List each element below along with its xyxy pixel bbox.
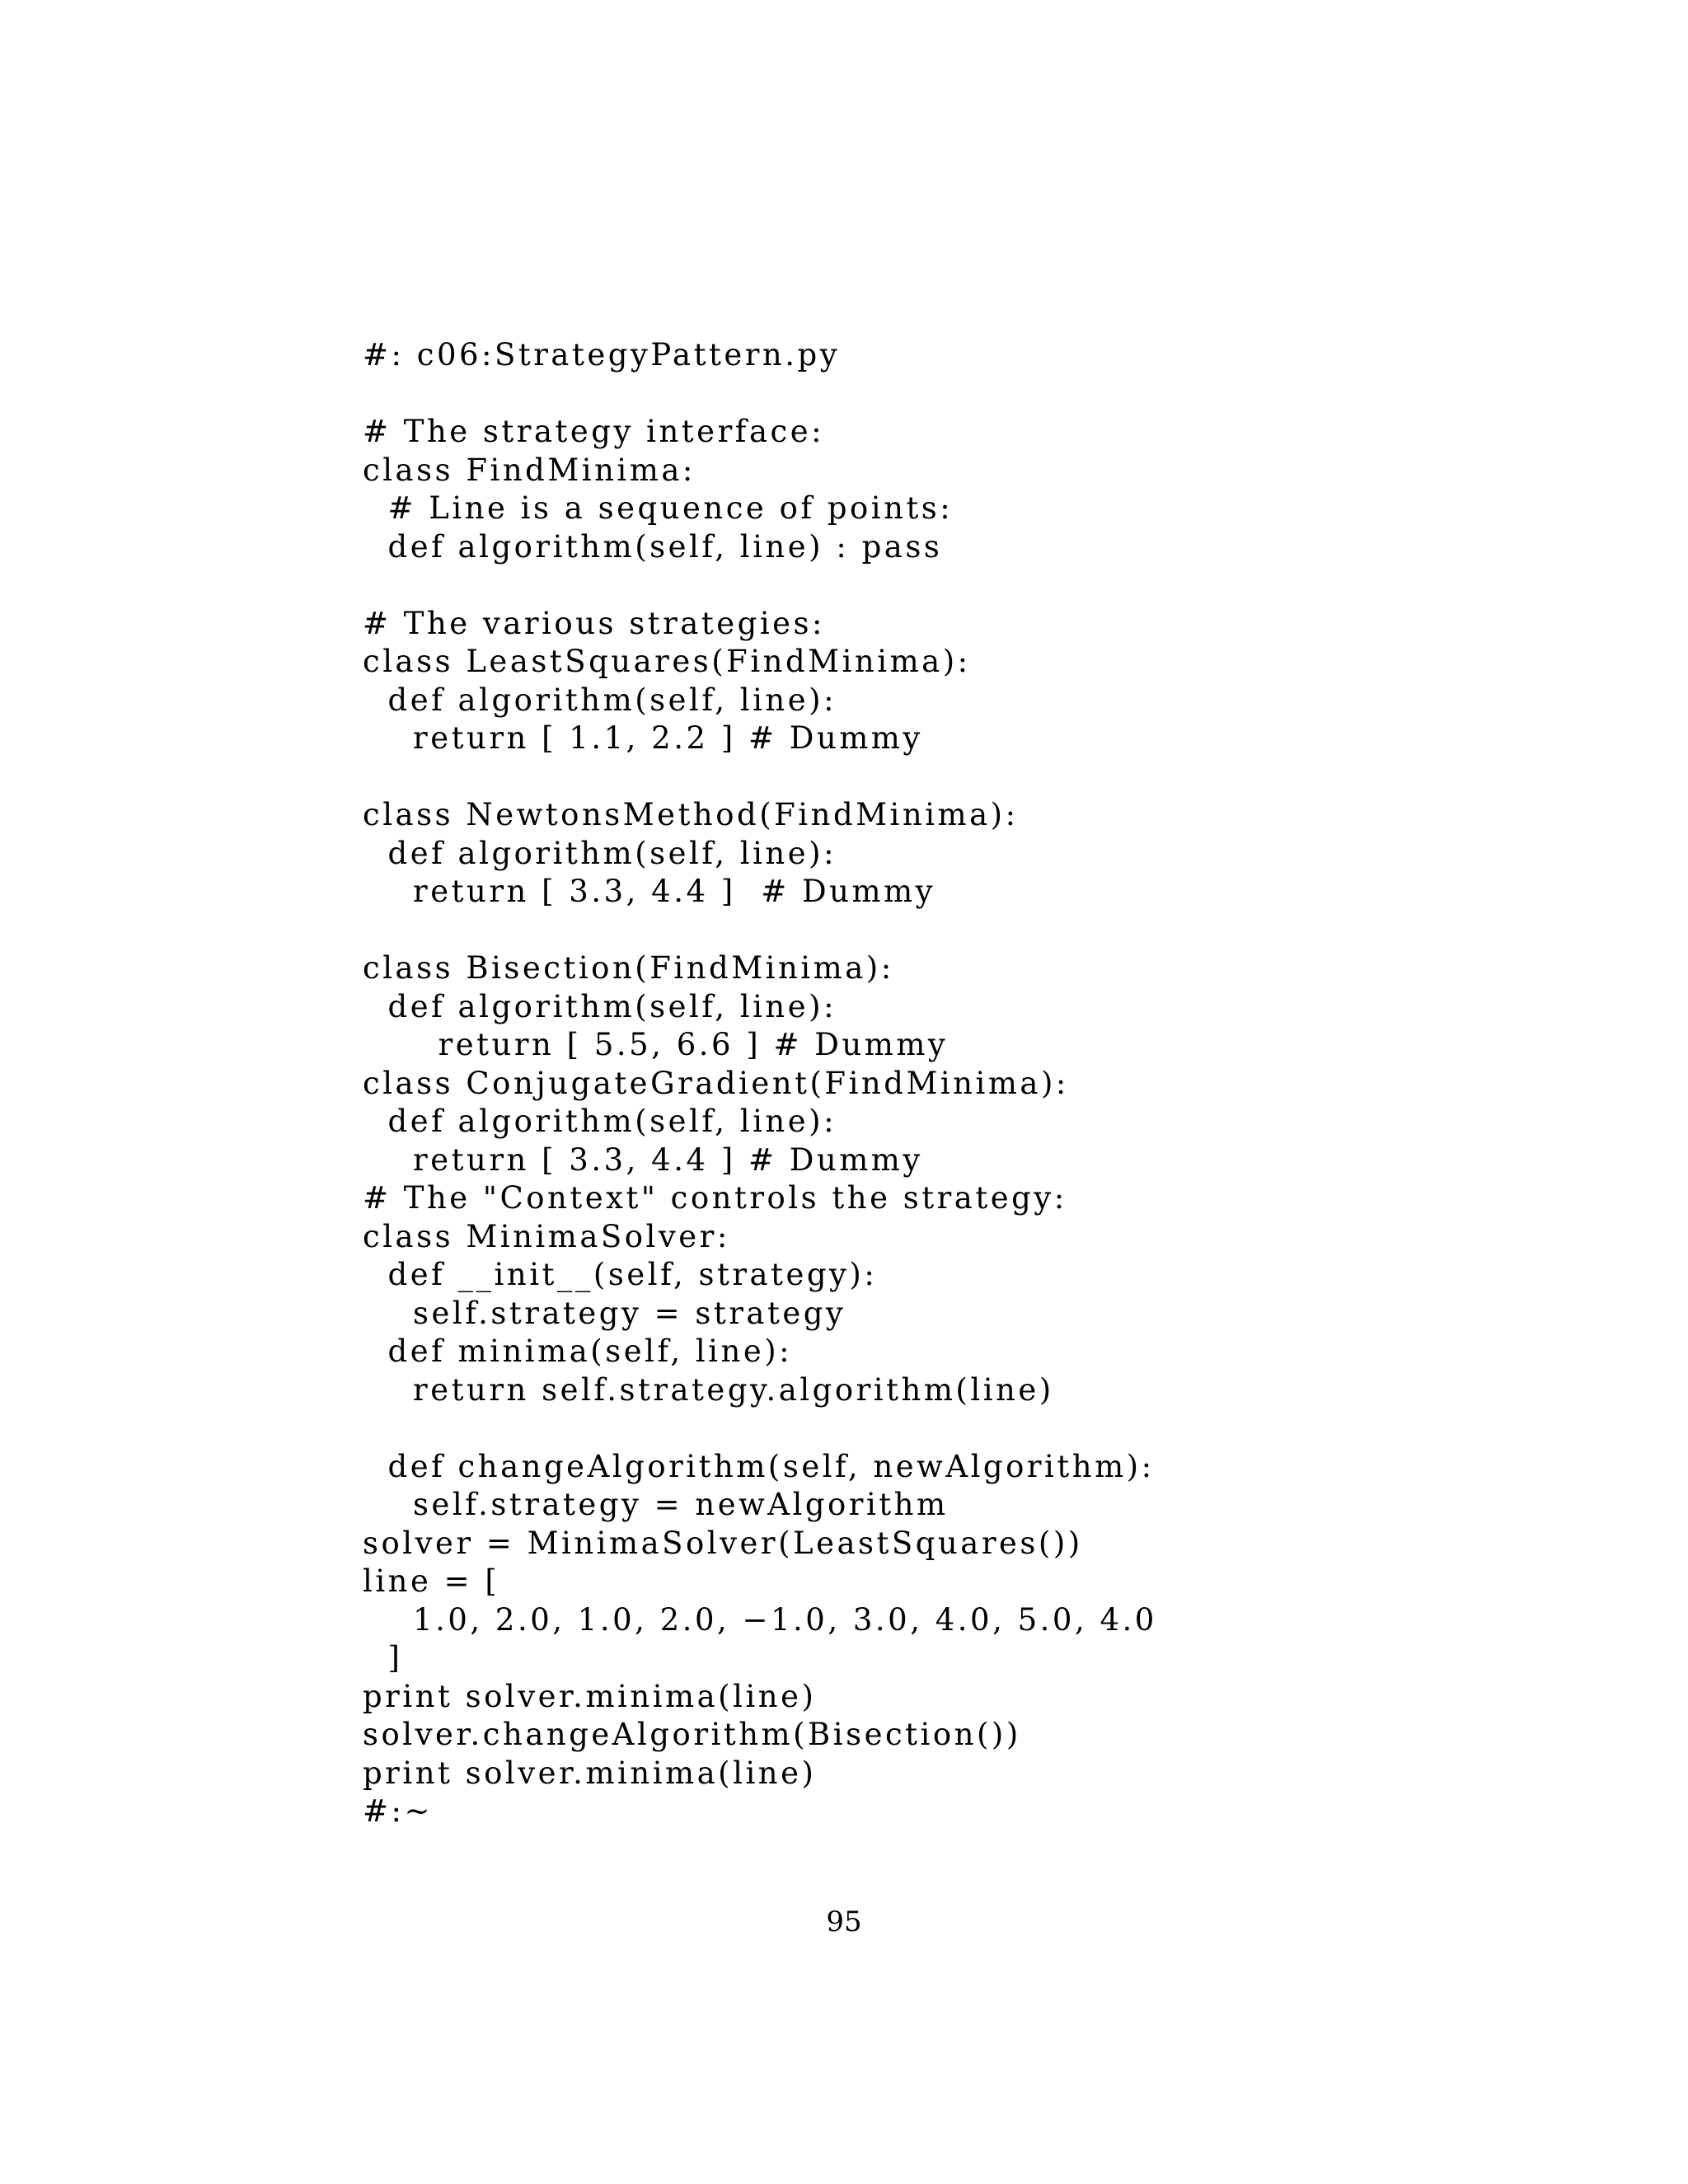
code-line-blank	[363, 758, 1582, 797]
code-line-class-def: class LeastSquares(FindMinima):	[363, 644, 971, 679]
code-line-blank	[363, 912, 1582, 950]
code-line-method-def: def algorithm(self, line) : pass	[363, 528, 943, 565]
code-line-list-open: line = [	[363, 1563, 500, 1599]
code-line-return: return [ 5.5, 6.6 ] # Dummy	[363, 1027, 949, 1062]
code-line-comment: # Line is a sequence of points:	[363, 490, 954, 526]
code-line-assignment: self.strategy = newAlgorithm	[363, 1487, 949, 1522]
code-line-method-def: def algorithm(self, line):	[363, 988, 837, 1024]
code-line-method-def: def minima(self, line):	[363, 1333, 793, 1369]
code-line-return: return [ 3.3, 4.4 ] # Dummy	[363, 1141, 923, 1178]
code-line-comment: # The "Context" controls the strategy:	[363, 1180, 1067, 1216]
code-line-blank	[363, 566, 1582, 605]
code-line-list-values: 1.0, 2.0, 1.0, 2.0, −1.0, 3.0, 4.0, 5.0, 4.0	[363, 1601, 1157, 1638]
code-line-print: print solver.minima(line)	[363, 1678, 817, 1714]
code-line-print: print solver.minima(line)	[363, 1755, 817, 1791]
code-line-return: return [ 1.1, 2.2 ] # Dummy	[363, 720, 923, 756]
code-line-class-def: class Bisection(FindMinima):	[363, 950, 894, 986]
code-line-comment: # The strategy interface:	[363, 414, 825, 449]
code-line-assignment: solver = MinimaSolver(LeastSquares())	[363, 1525, 1083, 1561]
code-line-method-def: def algorithm(self, line):	[363, 1104, 837, 1139]
code-line-comment: # The various strategies:	[363, 605, 826, 641]
code-line-class-def: class MinimaSolver:	[363, 1218, 730, 1254]
code-line-blank	[363, 1409, 1582, 1448]
code-line-class-def: class FindMinima:	[363, 452, 696, 488]
code-line-return: return self.strategy.algorithm(line)	[363, 1371, 1054, 1408]
code-listing	[363, 336, 1582, 1831]
code-line-list-close: ]	[363, 1640, 403, 1675]
code-line-blank	[363, 375, 1582, 414]
code-line-return: return [ 3.3, 4.4 ] # Dummy	[363, 874, 936, 909]
code-line-method-def: def algorithm(self, line):	[363, 682, 837, 718]
code-line-file-marker: #: c06:StrategyPattern.py	[363, 337, 841, 373]
code-line-call: solver.changeAlgorithm(Bisection())	[363, 1717, 1021, 1752]
code-line-method-def: def changeAlgorithm(self, newAlgorithm):	[363, 1448, 1155, 1484]
page-number: 95	[826, 1905, 862, 1938]
code-line-assignment: self.strategy = strategy	[363, 1295, 846, 1331]
code-line-end-marker: #:~	[363, 1793, 433, 1829]
code-line-method-def: def __init__(self, strategy):	[363, 1257, 878, 1292]
code-line-class-def: class ConjugateGradient(FindMinima):	[363, 1065, 1069, 1101]
code-line-class-def: class NewtonsMethod(FindMinima):	[363, 797, 1019, 832]
code-line-method-def: def algorithm(self, line):	[363, 835, 837, 871]
